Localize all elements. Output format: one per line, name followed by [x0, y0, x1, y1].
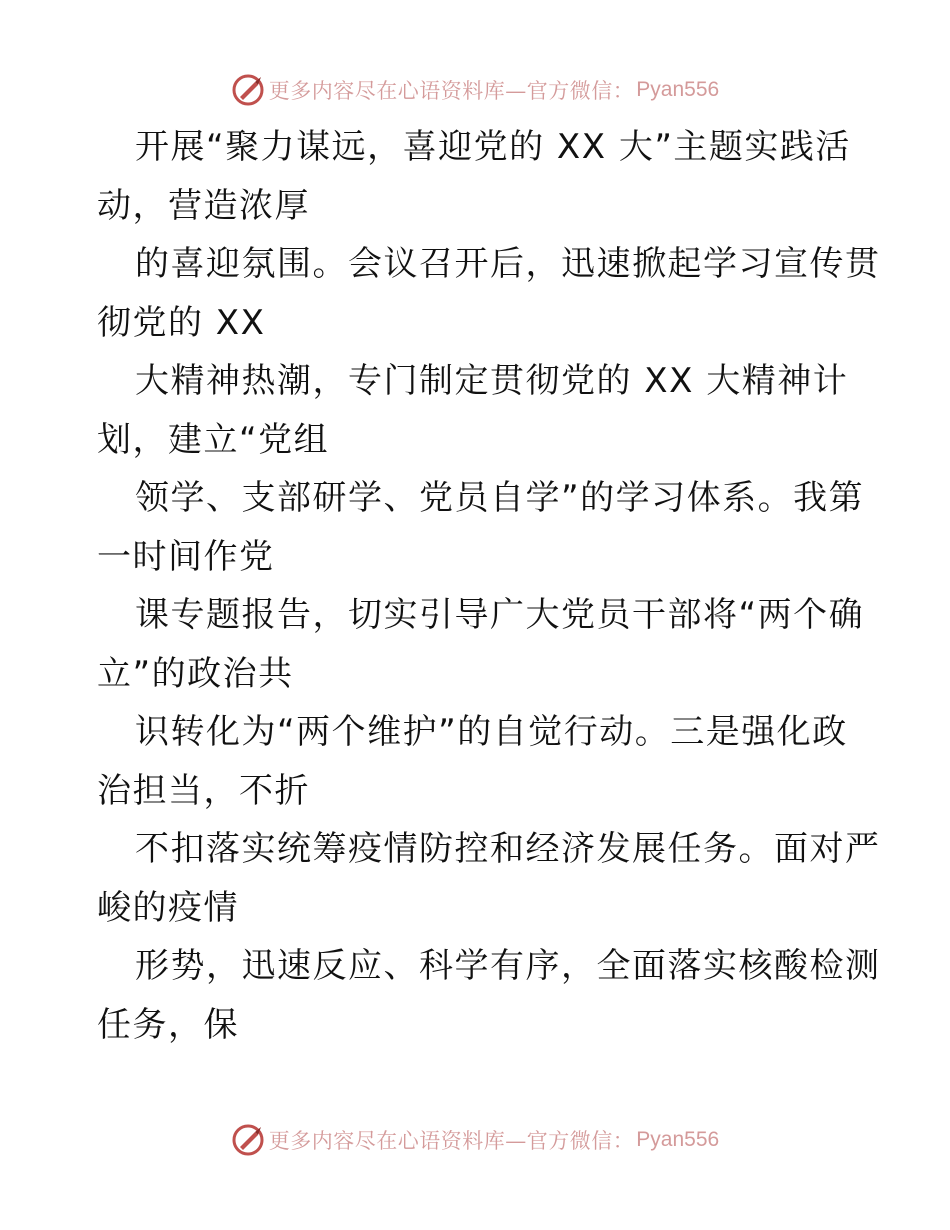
body-line: 形势，迅速反应、科学有序，全面落实核酸检测 — [135, 946, 881, 986]
body-line: 峻的疫情 — [97, 887, 239, 928]
body-line: 识转化为“两个维护”的自觉行动。三是强化政 — [135, 712, 848, 752]
footer-banner-text: 更多内容尽在心语资料库—官方微信： — [268, 1129, 635, 1153]
footer-wechat-id: Pyan556 — [636, 1128, 720, 1151]
body-line: 开展“聚力谋远，喜迎党的 XX 大”主题实践活 — [135, 127, 851, 167]
body-line: 领学、支部研学、党员自学”的学习体系。我第 — [135, 478, 865, 518]
body-line: 课专题报告，切实引导广大党员干部将“两个确 — [135, 595, 865, 635]
quill-pen-seal-icon — [231, 73, 265, 107]
header-banner-text: 更多内容尽在心语资料库—官方微信： — [268, 79, 635, 103]
body-line: 治担当，不折 — [97, 770, 310, 811]
body-line: 划，建立“党组 — [97, 419, 330, 460]
body-line: 任务，保 — [97, 1004, 239, 1045]
body-line: 动，营造浓厚 — [97, 185, 310, 226]
body-line: 一时间作党 — [97, 536, 275, 577]
body-line: 大精神热潮，专门制定贯彻党的 XX 大精神计 — [135, 361, 849, 401]
document-body — [97, 118, 881, 1054]
body-line: 立”的政治共 — [97, 653, 294, 694]
header-wechat-id: Pyan556 — [636, 78, 720, 101]
body-line: 不扣落实统筹疫情防控和经济发展任务。面对严 — [135, 829, 881, 869]
body-line: 彻党的 XX — [97, 302, 266, 343]
footer-banner — [0, 1120, 950, 1160]
header-banner — [0, 70, 950, 110]
quill-pen-seal-icon — [231, 1123, 265, 1157]
body-line: 的喜迎氛围。会议召开后，迅速掀起学习宣传贯 — [135, 244, 881, 284]
